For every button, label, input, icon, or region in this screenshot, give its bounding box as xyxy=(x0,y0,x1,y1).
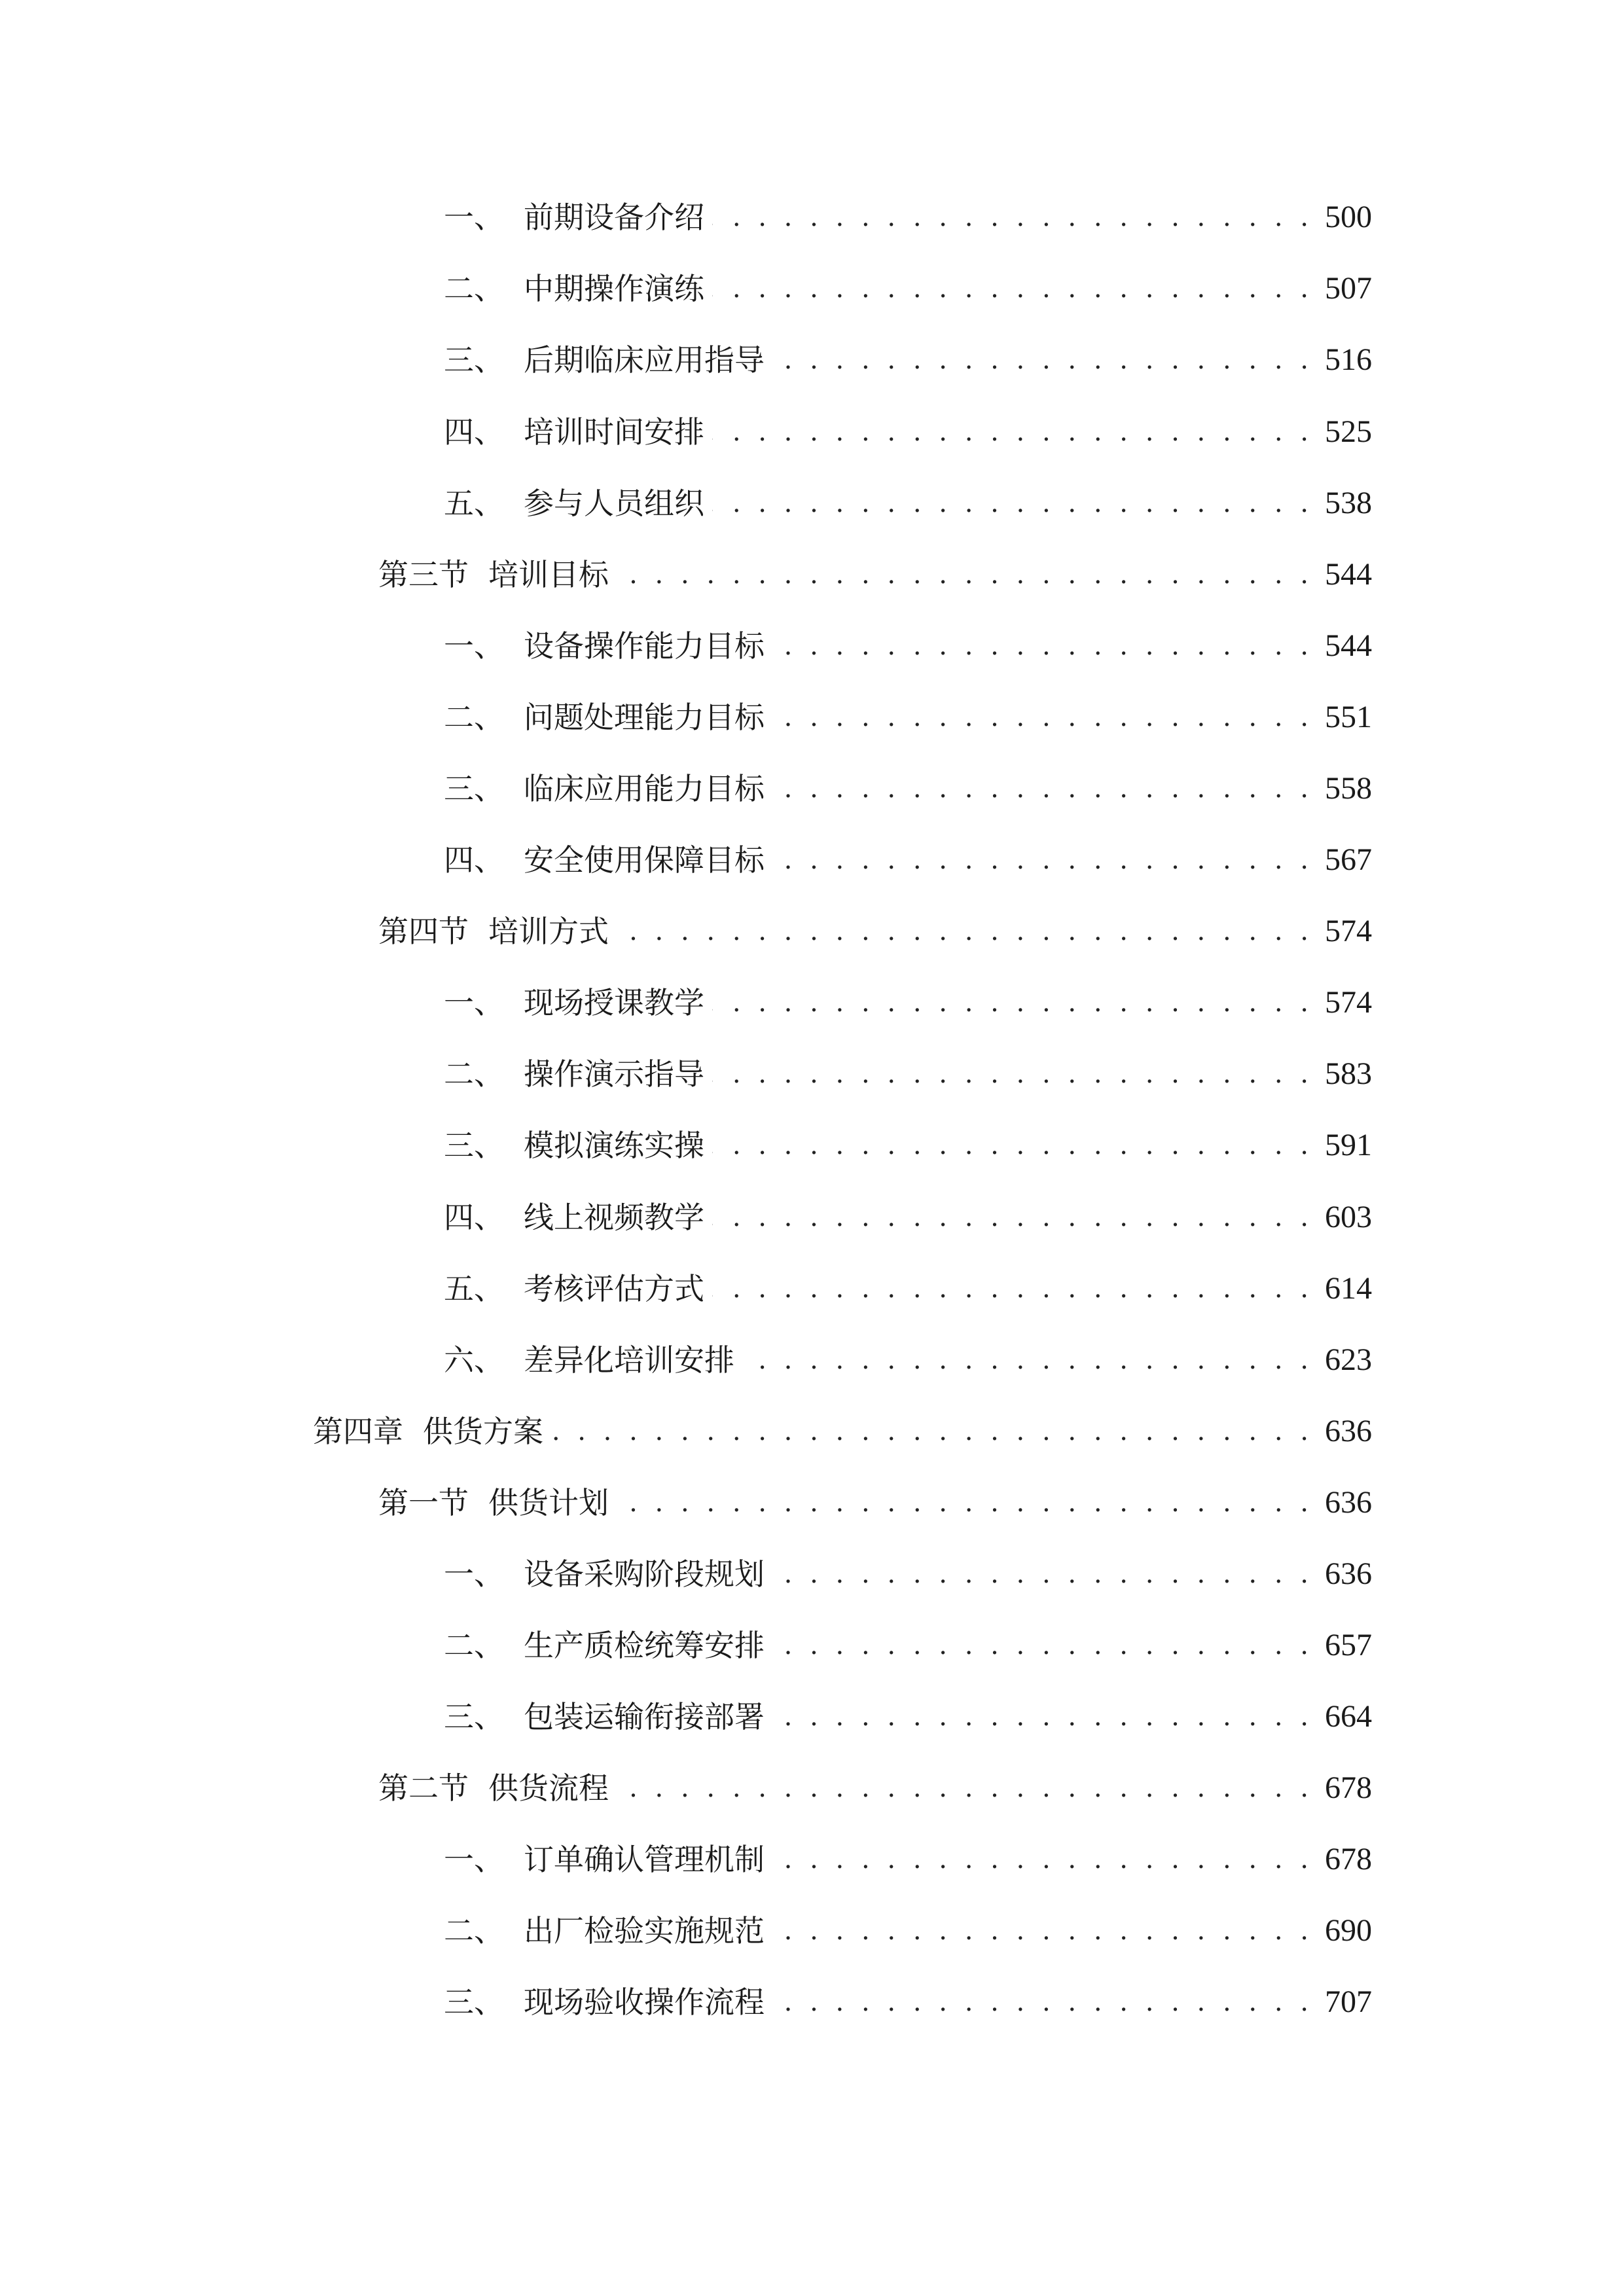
toc-entry-number: 三、 xyxy=(444,1128,504,1163)
toc-entry-title: 参与人员组织 xyxy=(524,486,704,521)
toc-entry-title: 安全使用保障目标 xyxy=(524,842,765,878)
toc-entry-page: 636 xyxy=(1325,1414,1372,1448)
toc-entry-page: 583 xyxy=(1325,1056,1372,1091)
toc-dot-leader xyxy=(712,1048,1313,1100)
toc-entry[interactable] xyxy=(444,1833,1372,1886)
toc-entry-page: 544 xyxy=(1325,628,1372,663)
toc-entry-number: 三、 xyxy=(444,1984,504,2020)
toc-entry-title: 现场验收操作流程 xyxy=(524,1984,765,2020)
toc-entry-title: 差异化培训安排 xyxy=(524,1342,734,1378)
toc-section-entry[interactable] xyxy=(378,1477,1372,1529)
toc-entry-page: 690 xyxy=(1325,1913,1372,1948)
toc-entry[interactable] xyxy=(444,762,1372,815)
toc-entry-title: 培训目标 xyxy=(488,557,609,592)
toc-entry-number: 六、 xyxy=(444,1342,504,1378)
toc-entry-page: 614 xyxy=(1325,1271,1372,1306)
toc-entry-page: 516 xyxy=(1325,342,1372,377)
toc-dot-leader xyxy=(742,1334,1313,1386)
toc-entry[interactable] xyxy=(444,406,1372,458)
toc-dot-leader xyxy=(551,1405,1313,1458)
toc-entry-title: 中期操作演练 xyxy=(524,271,704,306)
toc-entry-title: 操作演示指导 xyxy=(524,1056,704,1092)
toc-dot-leader xyxy=(772,1905,1313,1957)
toc-entry-page: 574 xyxy=(1325,985,1372,1020)
toc-entry-title: 现场授课教学 xyxy=(524,985,704,1020)
toc-entry-page: 551 xyxy=(1325,700,1372,734)
toc-entry-page: 558 xyxy=(1325,771,1372,806)
toc-entry-number: 一、 xyxy=(444,200,504,235)
toc-dot-leader xyxy=(772,620,1313,672)
toc-section-entry[interactable] xyxy=(378,1762,1372,1814)
toc-dot-leader xyxy=(772,762,1313,815)
toc-dot-leader xyxy=(772,1976,1313,2028)
toc-entry-page: 591 xyxy=(1325,1128,1372,1162)
toc-entry-page: 636 xyxy=(1325,1485,1372,1520)
toc-dot-leader xyxy=(617,1477,1313,1529)
toc-dot-leader xyxy=(617,905,1313,958)
toc-entry[interactable] xyxy=(444,1691,1372,1743)
toc-dot-leader xyxy=(772,1833,1313,1886)
toc-entry[interactable] xyxy=(444,1619,1372,1672)
toc-entry-number: 四、 xyxy=(444,414,504,450)
toc-entry-page: 567 xyxy=(1325,842,1372,877)
toc-section-entry[interactable] xyxy=(378,905,1372,958)
toc-entry-number: 三、 xyxy=(444,342,504,378)
toc-entry-number: 第三节 xyxy=(378,557,469,592)
toc-entry-page: 538 xyxy=(1325,486,1372,520)
toc-entry-number: 一、 xyxy=(444,628,504,664)
toc-dot-leader xyxy=(712,406,1313,458)
toc-entry[interactable] xyxy=(444,262,1372,315)
toc-entry[interactable] xyxy=(444,620,1372,672)
toc-entry-number: 二、 xyxy=(444,1913,504,1948)
toc-entry[interactable] xyxy=(444,334,1372,386)
toc-dot-leader xyxy=(712,1263,1313,1315)
toc-entry-title: 出厂检验实施规范 xyxy=(524,1913,765,1948)
toc-dot-leader xyxy=(772,1691,1313,1743)
toc-entry[interactable] xyxy=(444,1119,1372,1172)
toc-entry-title: 设备采购阶段规划 xyxy=(524,1556,765,1592)
toc-entry[interactable] xyxy=(444,977,1372,1029)
toc-entry-title: 订单确认管理机制 xyxy=(524,1842,765,1877)
toc-entry-title: 供货流程 xyxy=(488,1770,609,1806)
toc-entry-page: 574 xyxy=(1325,914,1372,948)
toc-entry[interactable] xyxy=(444,1334,1372,1386)
toc-entry[interactable] xyxy=(444,1976,1372,2028)
toc-entry-title: 线上视频教学 xyxy=(524,1200,704,1235)
toc-dot-leader xyxy=(617,548,1313,601)
toc-entry-number: 一、 xyxy=(444,985,504,1020)
toc-entry-page: 657 xyxy=(1325,1628,1372,1662)
toc-entry-number: 第一节 xyxy=(378,1485,469,1520)
toc-entry-title: 后期临床应用指导 xyxy=(524,342,765,378)
toc-dot-leader xyxy=(712,977,1313,1029)
toc-entry-page: 678 xyxy=(1325,1770,1372,1805)
toc-entry[interactable] xyxy=(444,1905,1372,1957)
toc-dot-leader xyxy=(772,334,1313,386)
toc-entry[interactable] xyxy=(444,1263,1372,1315)
toc-entry[interactable] xyxy=(444,1048,1372,1100)
toc-entry-number: 四、 xyxy=(444,1200,504,1235)
toc-entry-title: 前期设备介绍 xyxy=(524,200,704,235)
toc-dot-leader xyxy=(772,691,1313,744)
toc-entry[interactable] xyxy=(444,1191,1372,1244)
toc-entry-number: 二、 xyxy=(444,271,504,306)
toc-entry-page: 525 xyxy=(1325,414,1372,449)
toc-entry-page: 623 xyxy=(1325,1342,1372,1377)
toc-entry-number: 二、 xyxy=(444,700,504,735)
toc-entry-number: 第四节 xyxy=(378,914,469,949)
toc-entry-number: 第二节 xyxy=(378,1770,469,1806)
toc-entry-number: 一、 xyxy=(444,1842,504,1877)
toc-dot-leader xyxy=(712,477,1313,529)
toc-dot-leader xyxy=(712,1119,1313,1172)
toc-dot-leader xyxy=(772,1619,1313,1672)
toc-entry-title: 包装运输衔接部署 xyxy=(524,1699,765,1734)
toc-entry-title: 问题处理能力目标 xyxy=(524,700,765,735)
toc-entry-number: 三、 xyxy=(444,771,504,806)
toc-dot-leader xyxy=(712,191,1313,243)
toc-entry-page: 664 xyxy=(1325,1699,1372,1734)
toc-entry[interactable] xyxy=(444,834,1372,886)
toc-entry[interactable] xyxy=(444,191,1372,243)
toc-entry-page: 707 xyxy=(1325,1984,1372,2019)
toc-entry-page: 603 xyxy=(1325,1200,1372,1234)
toc-dot-leader xyxy=(617,1762,1313,1814)
toc-entry-title: 培训方式 xyxy=(488,914,609,949)
toc-dot-leader xyxy=(772,1548,1313,1600)
toc-dot-leader xyxy=(772,834,1313,886)
toc-entry[interactable] xyxy=(444,691,1372,744)
toc-entry-title: 生产质检统筹安排 xyxy=(524,1628,765,1663)
toc-entry-title: 考核评估方式 xyxy=(524,1271,704,1306)
toc-dot-leader xyxy=(712,1191,1313,1244)
toc-dot-leader xyxy=(712,262,1313,315)
toc-entry-number: 五、 xyxy=(444,1271,504,1306)
toc-entry-title: 供货方案 xyxy=(423,1414,543,1449)
toc-entry-title: 培训时间安排 xyxy=(524,414,704,450)
toc-entry-number: 四、 xyxy=(444,842,504,878)
toc-section-entry[interactable] xyxy=(378,548,1372,601)
toc-entry-page: 636 xyxy=(1325,1556,1372,1591)
toc-entry-number: 二、 xyxy=(444,1628,504,1663)
toc-entry-number: 第四章 xyxy=(313,1414,403,1449)
toc-entry-title: 设备操作能力目标 xyxy=(524,628,765,664)
toc-entry-page: 678 xyxy=(1325,1842,1372,1876)
toc-chapter-entry[interactable] xyxy=(313,1405,1372,1458)
toc-entry-title: 供货计划 xyxy=(488,1485,609,1520)
toc-entry-page: 544 xyxy=(1325,557,1372,592)
toc-entry-number: 五、 xyxy=(444,486,504,521)
toc-entry-number: 一、 xyxy=(444,1556,504,1592)
toc-entry-title: 临床应用能力目标 xyxy=(524,771,765,806)
toc-entry-number: 二、 xyxy=(444,1056,504,1092)
toc-entry-title: 模拟演练实操 xyxy=(524,1128,704,1163)
toc-entry[interactable] xyxy=(444,477,1372,529)
toc-entry-page: 507 xyxy=(1325,271,1372,306)
toc-entry-page: 500 xyxy=(1325,200,1372,234)
toc-entry-number: 三、 xyxy=(444,1699,504,1734)
toc-entry[interactable] xyxy=(444,1548,1372,1600)
